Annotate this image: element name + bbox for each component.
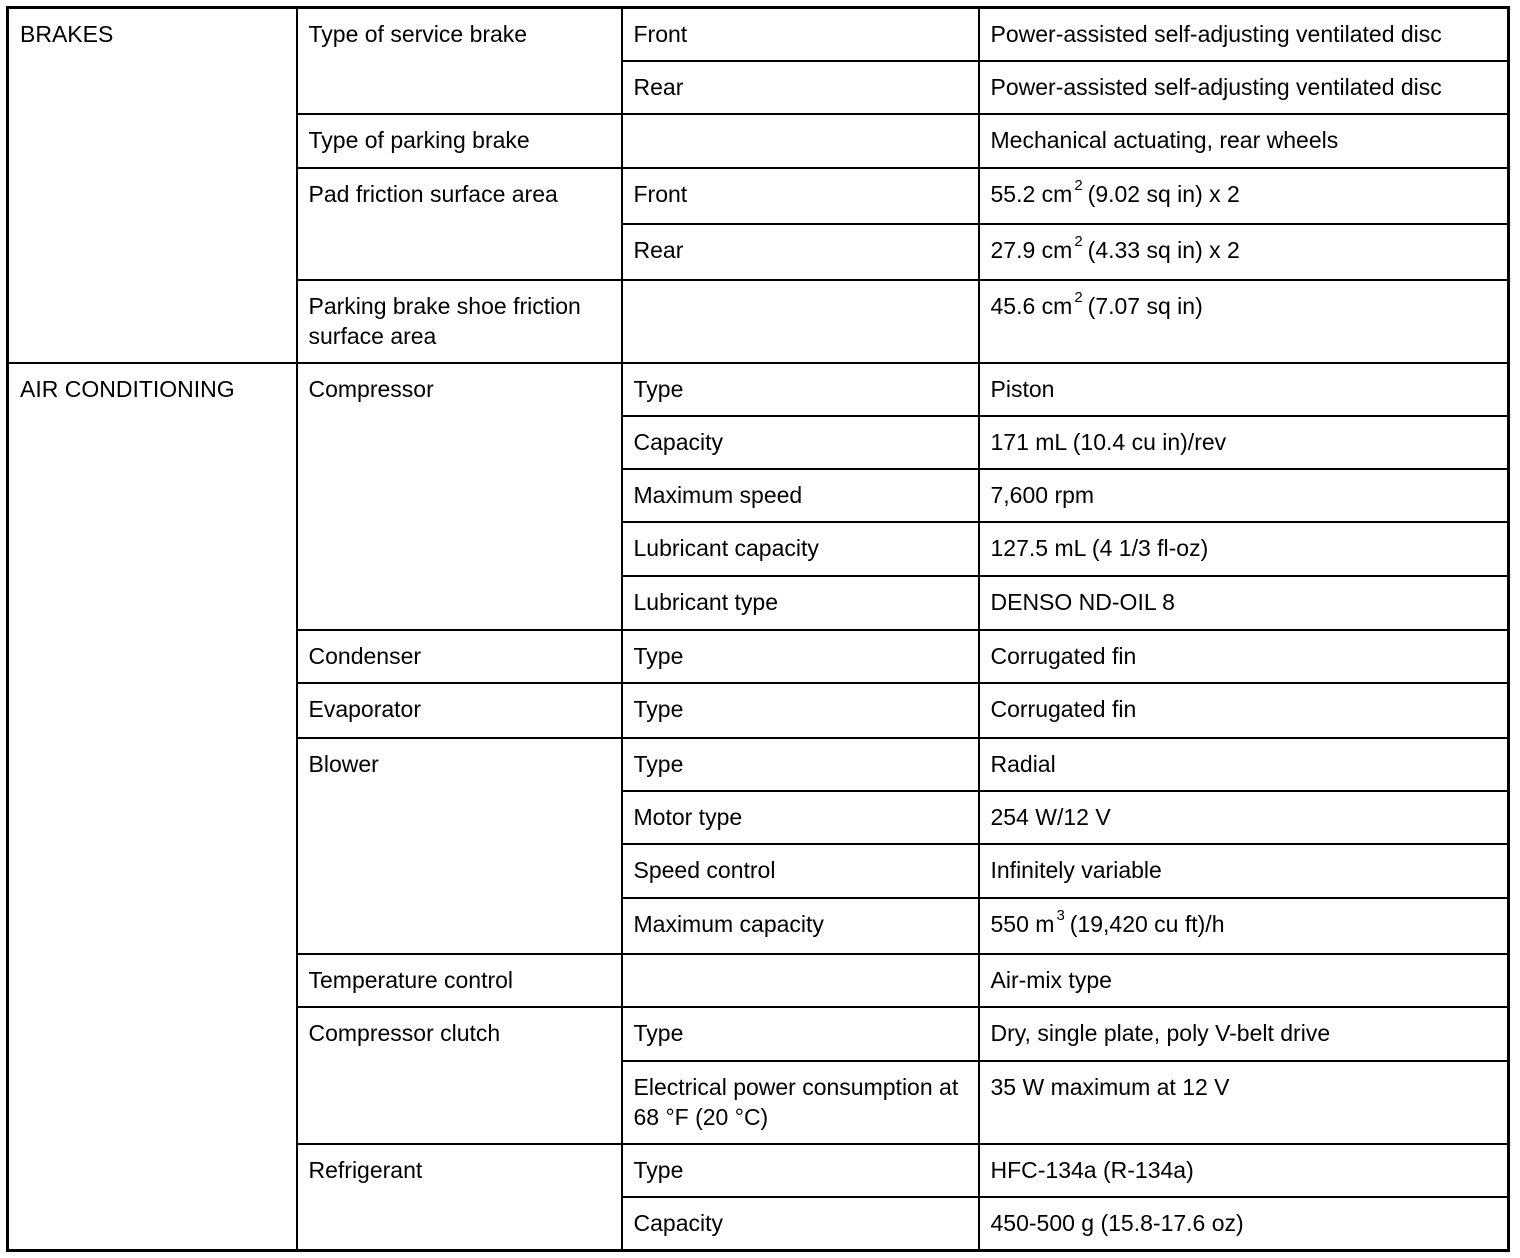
sub-label: Capacity bbox=[622, 416, 979, 469]
sub-label: Lubricant type bbox=[622, 576, 979, 630]
sub-label: Type bbox=[622, 738, 979, 791]
sub-label-empty bbox=[622, 114, 979, 168]
sub-label: Type bbox=[622, 363, 979, 416]
sub-label: Front bbox=[622, 8, 979, 61]
sub-label: Speed control bbox=[622, 844, 979, 898]
value-cell bbox=[979, 280, 1509, 363]
sub-label: Capacity bbox=[622, 1197, 979, 1250]
sub-label-empty bbox=[622, 280, 979, 363]
sub-label: Motor type bbox=[622, 791, 979, 844]
sub-label: Rear bbox=[622, 61, 979, 114]
table-row bbox=[8, 363, 1509, 416]
value-text: (4.33 sq in) x 2 bbox=[1087, 236, 1240, 263]
sub-label: Maximum speed bbox=[622, 469, 979, 522]
value-cell: Piston bbox=[979, 363, 1509, 416]
value-cell: Radial bbox=[979, 738, 1509, 791]
table-row bbox=[8, 8, 1509, 61]
item-label: Blower bbox=[297, 738, 622, 954]
value-cell: Power-assisted self-adjusting ventilated disc bbox=[979, 61, 1509, 114]
value-cell bbox=[979, 168, 1509, 224]
sub-label: Maximum capacity bbox=[622, 898, 979, 954]
sub-label: Rear bbox=[622, 224, 979, 280]
item-label: Type of service brake bbox=[297, 8, 622, 114]
value-cell: 7,600 rpm bbox=[979, 469, 1509, 522]
section-air-conditioning: AIR CONDITIONING bbox=[8, 363, 297, 1250]
value-text: (7.07 sq in) bbox=[1087, 292, 1203, 319]
value-text: (9.02 sq in) x 2 bbox=[1087, 180, 1240, 207]
item-label: Temperature control bbox=[297, 954, 622, 1007]
value-cell bbox=[979, 898, 1509, 954]
item-label: Compressor bbox=[297, 363, 622, 630]
sub-label: Front bbox=[622, 168, 979, 224]
superscript: 3 bbox=[1056, 907, 1065, 925]
value-cell: 450-500 g (15.8-17.6 oz) bbox=[979, 1197, 1509, 1250]
value-cell: Corrugated fin bbox=[979, 683, 1509, 737]
value-cell: Power-assisted self-adjusting ventilated disc bbox=[979, 8, 1509, 61]
item-label: Compressor clutch bbox=[297, 1007, 622, 1144]
sub-label: Type bbox=[622, 683, 979, 737]
value-cell: 171 mL (10.4 cu in)/rev bbox=[979, 416, 1509, 469]
sub-label-empty bbox=[622, 954, 979, 1007]
item-label: Refrigerant bbox=[297, 1144, 622, 1250]
sub-label: Lubricant capacity bbox=[622, 522, 979, 576]
item-label: Parking brake shoe friction surface area bbox=[297, 280, 622, 363]
item-label: Pad friction surface area bbox=[297, 168, 622, 280]
sub-label: Electrical power consumption at 68 °F (20 °C) bbox=[622, 1061, 979, 1144]
value-cell: 35 W maximum at 12 V bbox=[979, 1061, 1509, 1144]
value-cell: Dry, single plate, poly V-belt drive bbox=[979, 1007, 1509, 1061]
superscript: 2 bbox=[1074, 289, 1083, 307]
value-text: 55.2 cm bbox=[990, 180, 1073, 207]
value-cell: 254 W/12 V bbox=[979, 791, 1509, 844]
value-cell: Infinitely variable bbox=[979, 844, 1509, 898]
value-cell bbox=[979, 224, 1509, 280]
section-brakes: BRAKES bbox=[8, 8, 297, 364]
item-label: Condenser bbox=[297, 630, 622, 683]
value-cell: 127.5 mL (4 1/3 fl-oz) bbox=[979, 522, 1509, 576]
value-cell: DENSO ND-OIL 8 bbox=[979, 576, 1509, 630]
superscript: 2 bbox=[1074, 177, 1083, 195]
value-cell: Corrugated fin bbox=[979, 630, 1509, 683]
sub-label: Type bbox=[622, 1007, 979, 1061]
value-text: 550 m bbox=[990, 910, 1055, 937]
specifications-table bbox=[6, 6, 1510, 1252]
superscript: 2 bbox=[1074, 233, 1083, 251]
sub-label: Type bbox=[622, 1144, 979, 1197]
item-label: Type of parking brake bbox=[297, 114, 622, 168]
value-cell: Mechanical actuating, rear wheels bbox=[979, 114, 1509, 168]
value-cell: HFC-134a (R-134a) bbox=[979, 1144, 1509, 1197]
value-text: 45.6 cm bbox=[990, 292, 1073, 319]
sub-label: Type bbox=[622, 630, 979, 683]
value-text: 27.9 cm bbox=[990, 236, 1073, 263]
value-text: (19,420 cu ft)/h bbox=[1069, 910, 1225, 937]
value-cell: Air-mix type bbox=[979, 954, 1509, 1007]
item-label: Evaporator bbox=[297, 683, 622, 737]
